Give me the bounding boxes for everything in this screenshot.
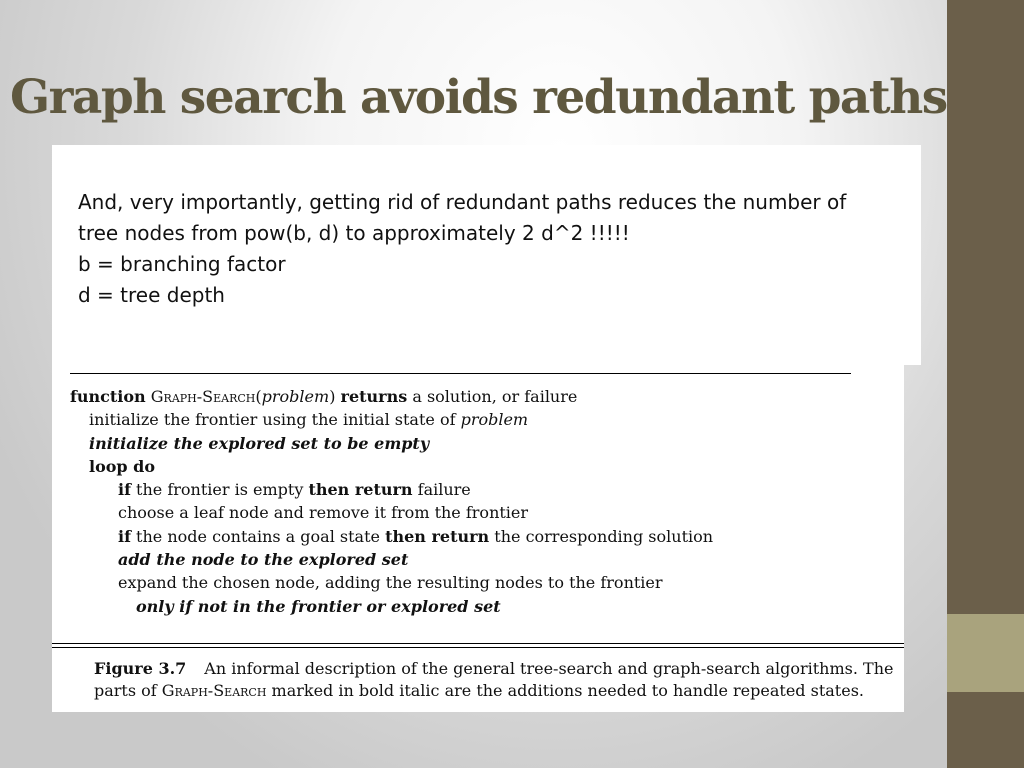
line-text: the frontier is empty: [130, 480, 309, 500]
slide-title: Graph search avoids redundant paths: [10, 70, 947, 125]
figure-top-rule: [70, 373, 851, 374]
line-text: the corresponding solution: [489, 526, 714, 546]
pseudocode-line: [70, 385, 890, 408]
keyword: then return: [308, 480, 413, 500]
caption-text: An informal description of the general tree-search and graph-search algorithms. The: [204, 659, 894, 678]
argument: problem: [261, 387, 330, 406]
keyword: if: [118, 480, 131, 500]
function-name: Graph-Search(: [150, 387, 262, 406]
caption-text: parts of: [94, 681, 162, 700]
right-accent-block: [947, 614, 1024, 692]
line-text: failure: [412, 480, 471, 500]
figure-rule-lower: [52, 647, 904, 648]
argument: problem: [460, 410, 529, 430]
pseudocode-line: initialize the explored set to be empty: [89, 433, 430, 453]
figure-number: Figure 3.7: [94, 659, 187, 678]
figure-caption: [94, 658, 894, 702]
caption-line: [94, 680, 894, 702]
note-line: d = tree depth: [78, 283, 225, 307]
note-text: [78, 187, 898, 311]
algorithm-figure: [52, 365, 904, 712]
note-line: tree nodes from pow(b, d) to approximately 2 d^2 !!!!!: [78, 221, 630, 245]
keyword: then return: [385, 526, 490, 546]
pseudocode: [70, 385, 890, 618]
figure-rule-upper: [52, 643, 904, 644]
pseudocode-line: choose a leaf node and remove it from the frontier: [118, 503, 529, 523]
paren: ): [329, 387, 336, 406]
line-text: a solution, or failure: [407, 387, 578, 406]
pseudocode-line: [70, 525, 890, 548]
keyword: function: [70, 387, 146, 406]
caption-text: marked in bold italic are the additions needed to handle repeated states.: [266, 681, 864, 700]
keyword: if: [118, 526, 131, 546]
note-line: And, very importantly, getting rid of redundant paths reduces the number of: [78, 190, 847, 214]
pseudocode-line: add the node to the explored set: [118, 550, 409, 570]
note-line: b = branching factor: [78, 252, 286, 276]
pseudocode-line: [70, 408, 890, 431]
pseudocode-line: loop do: [89, 456, 156, 476]
line-text: the node contains a goal state: [130, 526, 386, 546]
line-text: initialize the frontier using the initial state of: [89, 410, 461, 430]
caption-line: [94, 658, 894, 680]
keyword: returns: [340, 387, 408, 406]
note-text-box: [52, 145, 921, 365]
function-name: Graph-Search: [161, 681, 267, 700]
pseudocode-line: [70, 478, 890, 501]
pseudocode-line: only if not in the frontier or explored set: [136, 596, 501, 616]
pseudocode-line: expand the chosen node, adding the resulting nodes to the frontier: [118, 573, 663, 593]
